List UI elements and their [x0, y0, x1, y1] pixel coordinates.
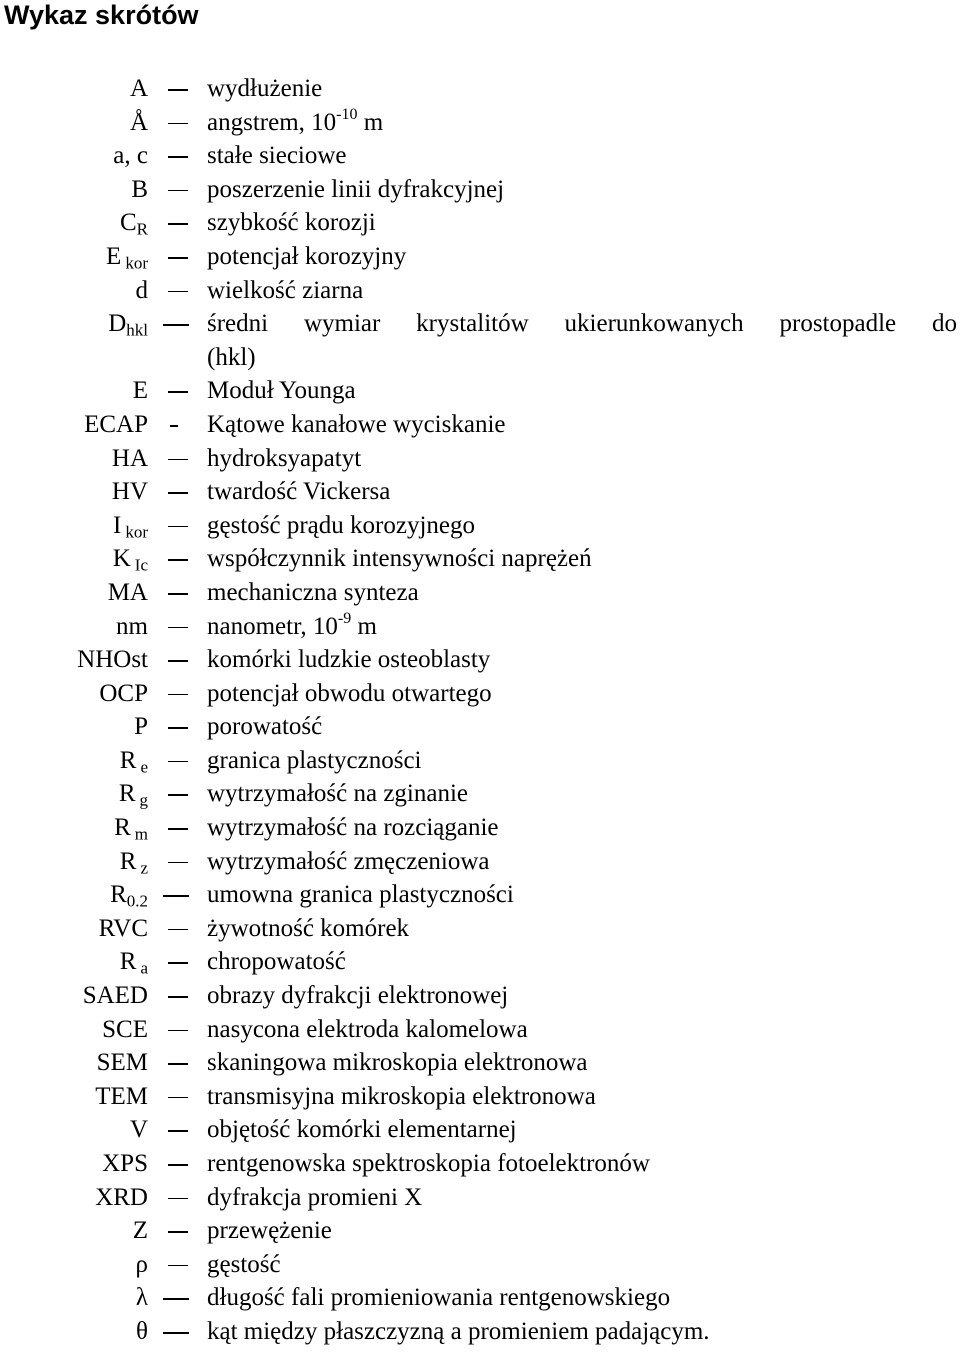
list-item: [0, 1046, 960, 1080]
abbreviation: B: [131, 175, 148, 203]
list-item: [0, 677, 960, 711]
definition: komórki ludzkie osteoblasty: [207, 646, 491, 674]
separator-dash: [168, 627, 188, 629]
abbreviation: E $_{kor}$: [106, 242, 148, 273]
list-item: [0, 945, 960, 979]
abbreviation-subscript: kor: [125, 521, 148, 541]
list-item: [0, 442, 960, 476]
abbreviation: HA: [111, 444, 148, 472]
abbreviation: SCE: [102, 1015, 148, 1043]
separator-dash: [168, 1030, 188, 1032]
abbreviation: K $_{Ic}$: [112, 545, 148, 575]
definition: obrazy dyfrakcji elektronowej: [207, 982, 509, 1010]
abbreviation: SEM: [96, 1049, 148, 1077]
abbreviation: RVC: [98, 914, 148, 942]
abbreviation-subscript: kor: [125, 253, 148, 273]
list-item: [0, 139, 960, 173]
list-item: [0, 106, 960, 140]
definition: granica plastyczności: [207, 746, 422, 774]
separator-dash: [168, 996, 188, 998]
abbreviation: I $_{kor}$: [113, 511, 148, 541]
abbreviation-subscript: g: [139, 790, 148, 810]
definition-superscript: -10: [336, 105, 358, 123]
separator-dash: [168, 1063, 188, 1065]
separator-dash: [168, 1097, 188, 1099]
list-item: [0, 744, 960, 778]
list-item: [0, 878, 960, 912]
definition: umowna granica plastyczności: [207, 881, 514, 909]
definition: kąt między płaszczyzną a promieniem padającym.: [207, 1317, 710, 1345]
definition: gęstość: [207, 1250, 281, 1278]
list-item: [0, 1147, 960, 1181]
separator-dash: [170, 425, 178, 427]
abbreviation: SAED: [82, 982, 148, 1010]
definition: wydłużenie: [207, 75, 323, 102]
list-item: [0, 912, 960, 946]
definition: Moduł Younga: [207, 377, 356, 405]
list-item: [0, 1315, 960, 1349]
abbreviation: a, c: [113, 142, 148, 170]
definition: nasycona elektroda kalomelowa: [207, 1015, 528, 1043]
list-item: [0, 408, 960, 442]
separator-dash: [168, 1231, 188, 1233]
definition: porowatość: [207, 713, 323, 741]
separator-dash: [168, 291, 188, 293]
separator-dash: [168, 1130, 188, 1132]
list-item: [0, 72, 960, 106]
abbreviation-subscript: R: [136, 219, 148, 239]
abbreviation: R $_z$: [119, 847, 148, 877]
separator-dash: [168, 929, 188, 931]
list-item: [0, 1113, 960, 1147]
separator-dash: [168, 593, 188, 595]
separator-dash: [168, 1198, 188, 1200]
separator-dash: [168, 862, 188, 864]
abbreviation-subscript: hkl: [126, 320, 148, 340]
definition: angstrem, $10^{-10}$ m: [207, 105, 384, 136]
abbreviation: Z: [132, 1217, 148, 1245]
definition: potencjał korozyjny: [207, 242, 407, 270]
abbreviation: HV: [111, 478, 148, 506]
list-item: [0, 173, 960, 207]
separator-dash: [168, 156, 188, 158]
abbreviation: P: [134, 713, 148, 741]
abbreviation: d: [135, 276, 148, 304]
abbreviation: $D_{hkl}$: [108, 310, 148, 340]
abbreviation: θ: [136, 1317, 148, 1345]
separator-dash: [168, 89, 188, 91]
separator-dash: [168, 1164, 188, 1166]
abbreviation-subscript: a: [140, 958, 148, 978]
list-item: [0, 1013, 960, 1047]
definition: chropowatość: [207, 948, 346, 976]
separator-dash: [168, 794, 188, 796]
abbreviation: XRD: [95, 1183, 148, 1211]
separator-dash: [168, 660, 188, 662]
abbreviation: nm: [116, 612, 148, 640]
list-item: [0, 509, 960, 543]
definition: długość fali promieniowania rentgenowskiego: [207, 1284, 671, 1312]
abbreviation: ρ: [135, 1250, 148, 1278]
separator-dash: [168, 694, 188, 696]
abbreviation-subscript: m: [134, 824, 148, 844]
definition: wytrzymałość na zginanie: [207, 780, 469, 808]
definition: nanometr, $10^{-9}$ m: [207, 609, 377, 640]
abbreviation: OCP: [99, 679, 148, 707]
separator-dash: [168, 223, 188, 225]
separator-dash: [163, 1298, 189, 1300]
list-item: [0, 811, 960, 845]
list-item: [0, 1181, 960, 1215]
definition: średni wymiar krystalitów ukierunkowanych prostopadle do (hkl): [207, 307, 957, 374]
separator-dash: [168, 761, 188, 763]
separator-dash: [168, 123, 188, 125]
list-item: [0, 542, 960, 576]
abbreviation: $C_R$: [119, 209, 148, 239]
abbreviation: R $_a$: [119, 948, 148, 978]
definition: stałe sieciowe: [207, 142, 347, 170]
abbreviation: XPS: [102, 1150, 148, 1177]
abbreviation-subscript: z: [140, 857, 148, 877]
definition: wytrzymałość zmęczeniowa: [207, 847, 490, 875]
separator-dash: [168, 727, 188, 729]
list-item: [0, 1248, 960, 1282]
definition: rentgenowska spektroskopia fotoelektronów: [207, 1150, 650, 1177]
definition: żywotność komórek: [207, 914, 410, 942]
separator-dash: [163, 1332, 189, 1334]
definition: wielkość ziarna: [207, 276, 364, 304]
abbreviation: E: [132, 377, 148, 405]
definition: gęstość prądu korozyjnego: [207, 511, 475, 539]
definition: dyfrakcja promieni X: [207, 1183, 423, 1211]
abbreviation: Å: [129, 108, 148, 136]
definition: współczynnik intensywności naprężeń: [207, 545, 592, 573]
abbreviation: V: [129, 1116, 148, 1144]
definition: wytrzymałość na rozciąganie: [207, 814, 499, 842]
list-item: [0, 374, 960, 408]
abbreviation: NHOst: [77, 646, 148, 674]
list-item: [0, 610, 960, 644]
list-item: [0, 777, 960, 811]
separator-dash: [163, 324, 189, 326]
definition-superscript: -9: [337, 609, 352, 627]
definition: poszerzenie linii dyfrakcyjnej: [207, 175, 505, 203]
separator-dash: [168, 1265, 188, 1267]
list-item: [0, 240, 960, 274]
list-item: [0, 1080, 960, 1114]
abbreviation: R $_g$: [118, 780, 148, 810]
abbreviation: TEM: [95, 1082, 148, 1110]
definition: przewężenie: [207, 1217, 332, 1245]
abbreviation-subscript: 0.2: [126, 891, 148, 911]
list-item: [0, 1214, 960, 1248]
abbreviation: MA: [107, 578, 148, 606]
separator-dash: [168, 190, 188, 192]
list-item: [0, 643, 960, 677]
definition: szybkość korozji: [207, 209, 376, 237]
abbreviation: λ: [135, 1284, 148, 1312]
list-item: [0, 710, 960, 744]
list-item: [0, 274, 960, 308]
list-item: [0, 1281, 960, 1315]
definition: twardość Vickersa: [207, 478, 391, 506]
list-item: [0, 206, 960, 240]
abbreviation: R $_m$: [114, 814, 148, 844]
abbreviation: ECAP: [84, 410, 148, 438]
abbreviation-subscript: Ic: [134, 555, 148, 575]
abbreviation: A: [129, 75, 148, 102]
definition: mechaniczna synteza: [207, 578, 419, 606]
abbreviation-subscript: e: [140, 757, 148, 777]
abbreviation: R $_e$: [119, 746, 148, 777]
separator-dash: [168, 492, 188, 494]
abbreviation: $R_{0.2}$: [110, 881, 148, 911]
definition-continuation: (hkl): [207, 343, 256, 371]
definition: hydroksyapatyt: [207, 444, 362, 472]
separator-dash: [168, 391, 188, 393]
list-item: [0, 576, 960, 610]
abbreviation-list: [0, 72, 960, 1349]
page-title: Wykaz skrótów: [4, 0, 199, 30]
definition: transmisyjna mikroskopia elektronowa: [207, 1082, 596, 1110]
separator-dash: [168, 526, 188, 528]
separator-dash: [168, 257, 188, 259]
list-item: [0, 307, 960, 374]
definition: skaningowa mikroskopia elektronowa: [207, 1049, 588, 1077]
separator-dash: [168, 459, 188, 461]
separator-dash: [168, 559, 188, 561]
list-item: [0, 475, 960, 509]
definition: objętość komórki elementarnej: [207, 1116, 517, 1144]
list-item: [0, 845, 960, 879]
definition: Kątowe kanałowe wyciskanie: [207, 410, 506, 438]
list-item: [0, 979, 960, 1013]
separator-dash: [168, 828, 188, 830]
separator-dash: [163, 895, 189, 897]
separator-dash: [168, 962, 188, 964]
definition: potencjał obwodu otwartego: [207, 679, 492, 707]
